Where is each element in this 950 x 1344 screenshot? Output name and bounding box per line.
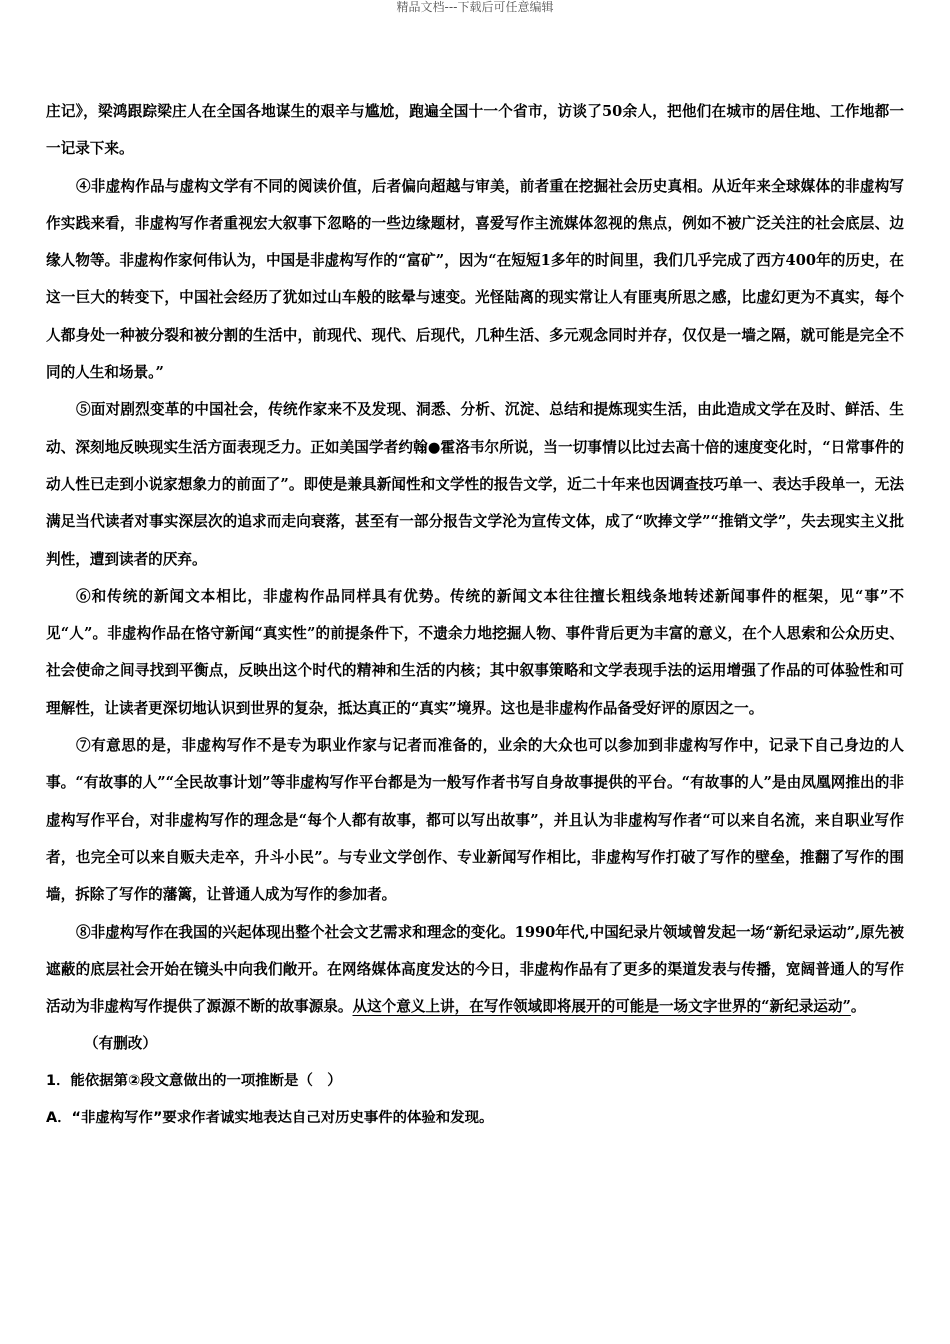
paragraph-8-text: ⑧非虚构写作在我国的兴起体现出整个社会文艺需求和理念的变化。1990年代,中国纪录片领域曾发起一场“新纪录运动”,原先被遮蔽的底层社会开始在镜头中向我们敞开。在网络媒体高度发达的今日，非虚构作品有了更多的渠道发表与传播，宽阔普通人的写作活动为非虚构写作提供了源源不断的故事源泉。 xyxy=(46,923,904,1016)
paragraph-5: ⑤面对剧烈变革的中国社会，传统作家来不及发现、洞悉、分析、沉淀、总结和提炼现实生活，由此造成文学在及时、鲜活、生动、深刻地反映现实生活方面表现乏力。正如美国学者约翰●霍洛韦尔所说，当一切事情以比过去高十倍的速度变化时，“日常事件的动人性已走到小说家想象力的前面了”。即使是兼具新闻性和文学性的报告文学，近二十年来也因调查技巧单一、表达手段单一，无法满足当代读者对事实深层次的追求而走向衰落，甚至有一部分报告文学沦为宣传文体，成了“吹捧文学”“推销文学”，失去现实主义批判性，遭到读者的厌弃。 xyxy=(46,401,904,568)
page-header: 精品文档---下载后可任意编辑 xyxy=(396,0,554,14)
underlined-sentence: 从这个意义上讲，在写作领域即将展开的可能是一场文字世界的“新纪录运动” xyxy=(352,998,851,1016)
paragraph-8-end: 。 xyxy=(850,998,866,1016)
option-a: A．“非虚构写作”要求作者诚实地表达自己对历史事件的体验和发现。 xyxy=(46,1110,494,1127)
paragraph-4: ④非虚构作品与虚构文学有不同的阅读价值，后者偏向超越与审美，前者重在挖掘社会历史真相。从近年来全球媒体的非虚构写作实践来看，非虚构写作者重视宏大叙事下忽略的一些边缘题材，喜爱写作主流媒体忽视的焦点，例如不被广泛关注的社会底层、边缘人物等。非虚构作家何伟认为，中国是非虚构写作的“富矿”，因为“在短短1多年的时间里，我们几乎完成了西方400年的历史，在这一巨大的转变下，中国社会经历了犹如过山车般的眩晕与速变。光怪陆离的现实常让人有匪夷所思之感，比虚幻更为不真实，每个人都身处一种被分裂和被分割的生活中，前现代、现代、后现代，几种生活、多元观念同时并存，仅仅是一墙之隔，就可能是完全不同的人生和场景。” xyxy=(46,177,904,382)
paragraph-8 xyxy=(46,914,904,1026)
paragraph-6: ⑥和传统的新闻文本相比，非虚构作品同样具有优势。传统的新闻文本往往擅长粗线条地转述新闻事件的框架，见“事”不见“人”。非虚构作品在恪守新闻“真实性”的前提条件下，不遗余力地挖掘人物、事件背后更为丰富的意义，在个人思索和公众历史、社会使命之间寻找到平衡点，反映出这个时代的精神和生活的内核；其中叙事策略和文学表现手法的运用增强了作品的可体验性和可理解性，让读者更深切地认识到世界的复杂，抵达真正的“真实”境界。这也是非虚构作品备受好评的原因之一。 xyxy=(46,587,904,717)
question-1: 1．能依据第②段文意做出的一项推断是（ ） xyxy=(46,1072,342,1089)
paragraph-7: ⑦有意思的是，非虚构写作不是专为职业作家与记者而准备的，业余的大众也可以参加到非虚构写作中，记录下自己身边的人事。“有故事的人”“全民故事计划”等非虚构写作平台都是为一般写作者书写自身故事提供的平台。“有故事的人”是由凤凰网推出的非虚构写作平台，对非虚构写作的理念是“每个人都有故事，都可以写出故事”，并且认为非虚构写作者“可以来自名流，来自职业写作者，也完全可以来自贩夫走卒，升斗小民”。与专业文学创作、专业新闻写作相比，非虚构写作打破了写作的壁垒，推翻了写作的围墙，拆除了写作的藩篱，让普通人成为写作的参加者。 xyxy=(46,737,904,904)
document-body xyxy=(46,93,904,1137)
paragraph-continued: 庄记》，梁鸿跟踪梁庄人在全国各地谋生的艰辛与尴尬，跑遍全国十一个省市，访谈了50余人，把他们在城市的居住地、工作地都一一记录下来。 xyxy=(46,103,904,158)
edit-note: （有删改） xyxy=(84,1035,157,1053)
